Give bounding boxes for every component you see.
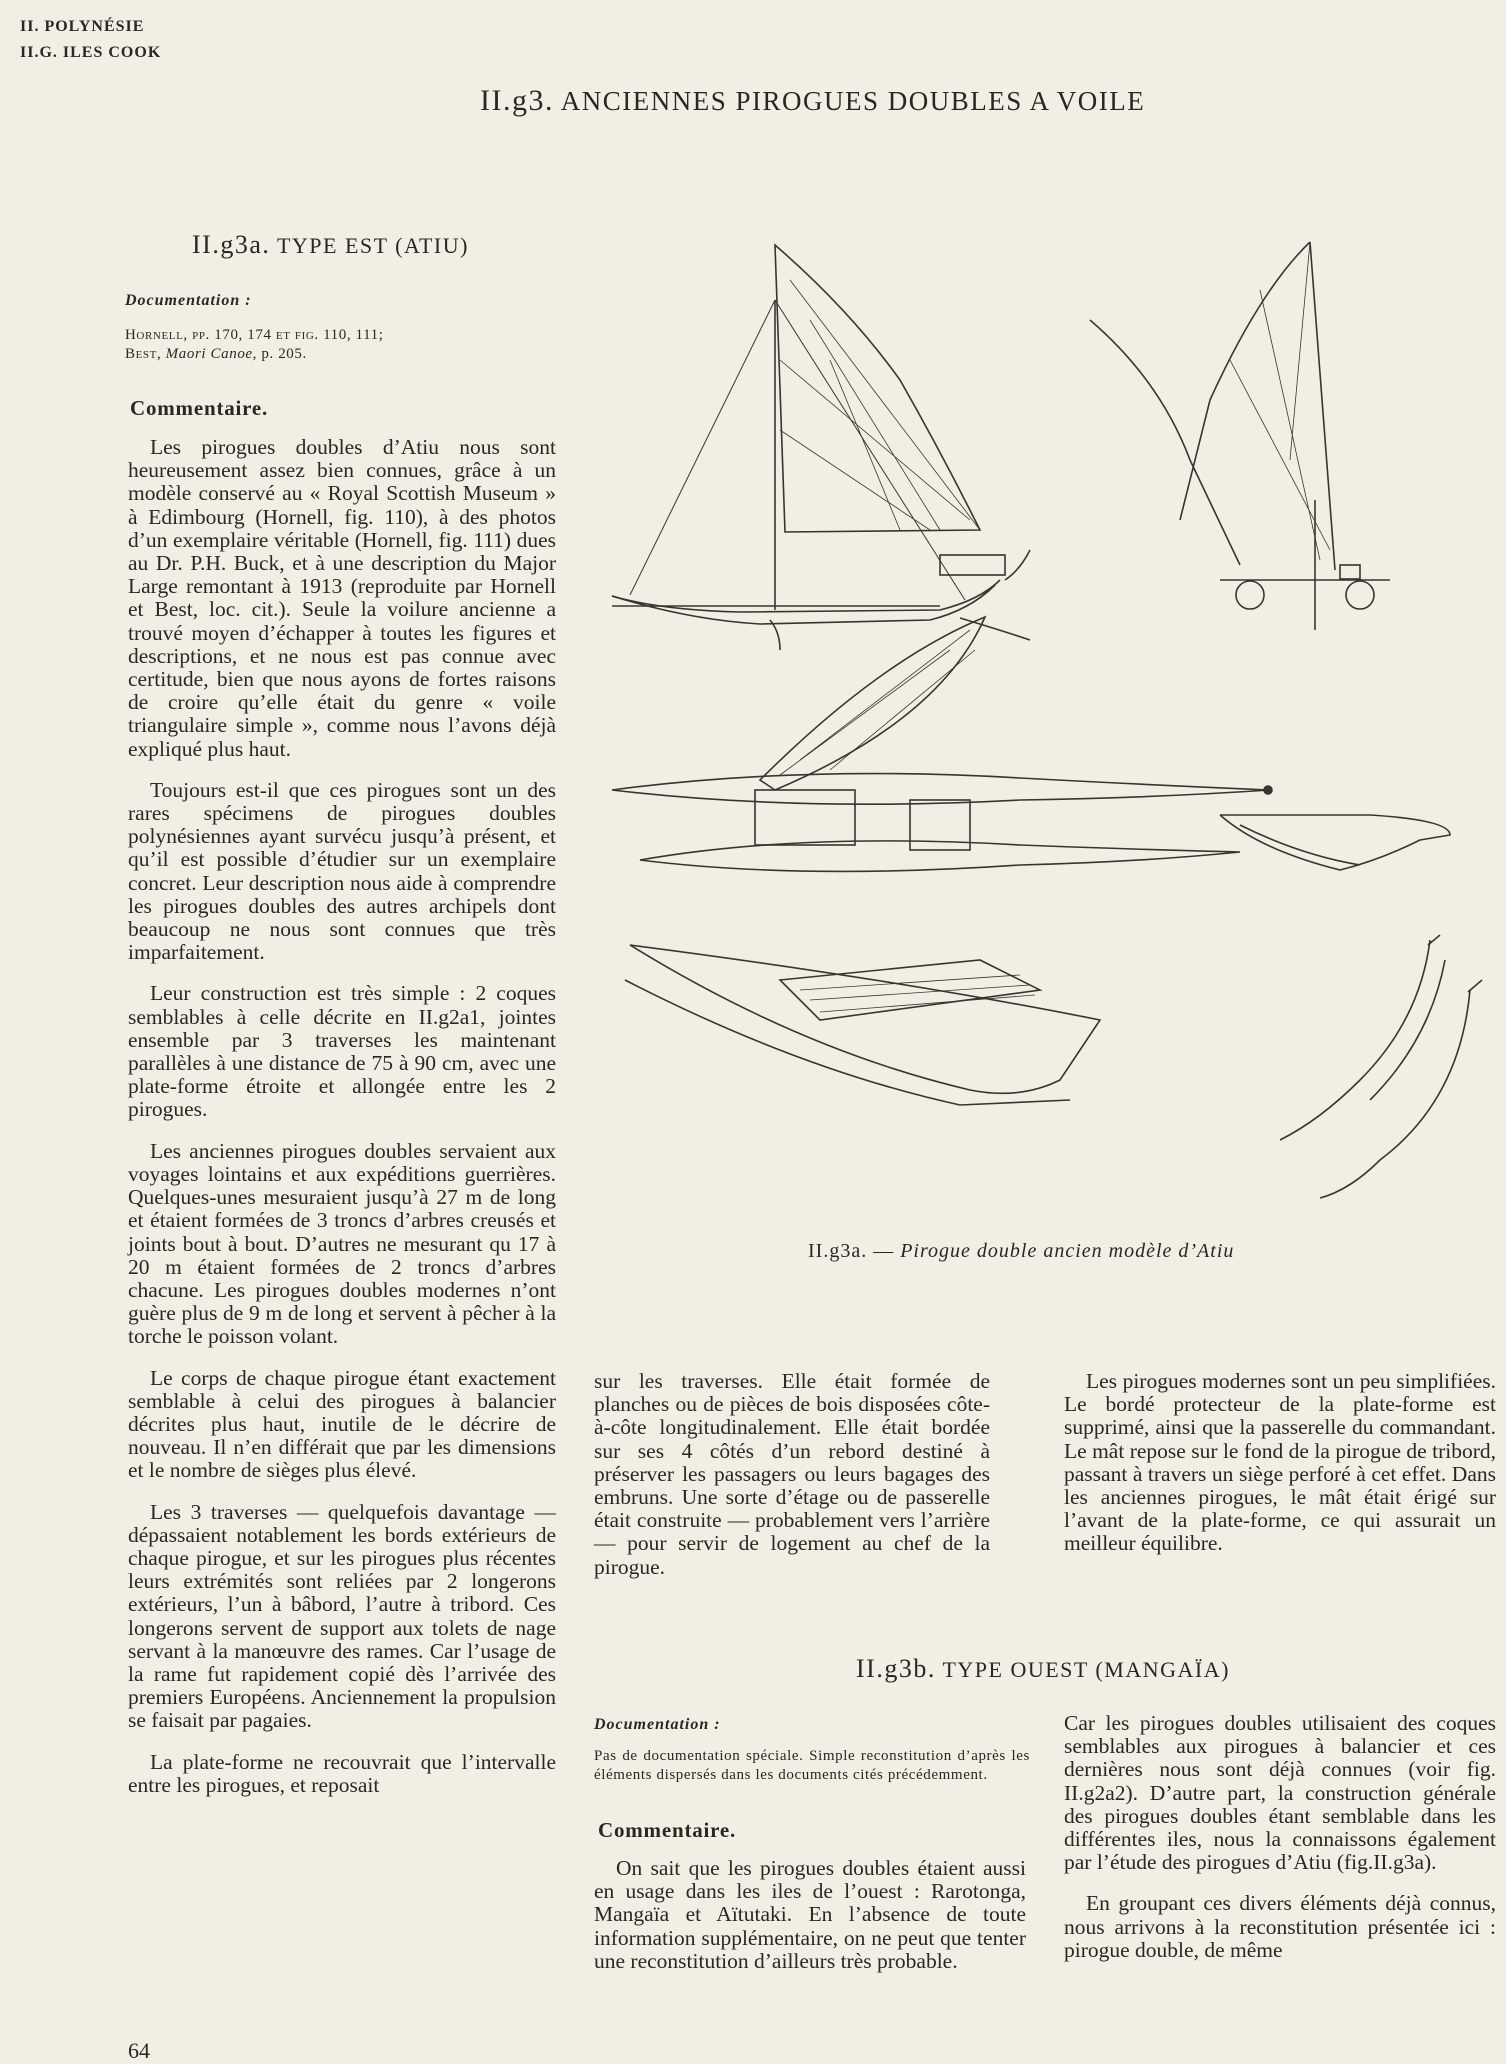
paragraph: Les 3 traverses — quelquefois davantage — dépassaient notablement les bords extérieurs de chaque pirogue, et sur les pirogues plus récentes leurs extrémités sont reliées par 2 longerons extérieurs, l’un à bâbord, l’autre à tribord. Ces longerons servent de support aux tolets de nage servant à la manœuvre des rames. Car l’usage de la rame fut rapidement copié dès l’arrivée des premiers Européens. Anciennement la propulsion se faisait par pagaies. — [128, 1499, 556, 1733]
main-title — [480, 84, 1380, 118]
paragraph: Le corps de chaque pirogue étant exactement semblable à celui des pirogues à balancier décrites plus haut, inutile de le décrire de nouveau. Il n’en différait que par les dimensions et le nombre de sièges plus élevé. — [128, 1365, 556, 1483]
section-b-title: TYPE OUEST (MANGAÏA) — [942, 1657, 1230, 1682]
doc-label-a: Documentation : — [125, 292, 252, 309]
caption-text: Pirogue double ancien modèle d’Atiu — [900, 1240, 1235, 1262]
doc-ref-author: Best, — [125, 346, 162, 362]
figure-caption — [808, 1240, 1234, 1263]
doc-text-b: Pas de documentation spéciale. Simple reconstitution d’après les éléments dispersés dans les documents cités précédemment. — [594, 1748, 1030, 1783]
canoe-side-view — [612, 245, 1030, 650]
section-b-number: II.g3b. — [856, 1654, 936, 1683]
section-a-title: TYPE EST (ATIU) — [276, 233, 469, 258]
paragraph: Car les pirogues doubles utilisaient des coques semblables aux pirogues à balancier et ces dernières nous sont déjà connues (voir fig. II.g2a2). D’autre part, la construction générale des pirogues doubles étant semblable dans les différentes iles, nous la connaissons également par l’étude des pirogues d’Atiu (fig.II.g3a). — [1064, 1711, 1496, 1875]
canoe-stern-detail — [1280, 935, 1482, 1198]
section-a-heading — [192, 230, 469, 260]
main-title-number: II.g3. — [480, 84, 554, 117]
page-number: 64 — [128, 2038, 150, 2063]
column-1-text — [128, 436, 556, 1815]
canoe-plan-view — [612, 617, 1272, 871]
doc-ref-line-2 — [125, 345, 555, 364]
section-a-number: II.g3a. — [192, 230, 271, 259]
paragraph: Toujours est-il que ces pirogues sont un des rares spécimens de pirogues doubles polynésiennes ayant survécu jusqu’à présent, et qu’il est possible d’étudier sur un exemplaire concret. Leur description nous aide à comprendre les pirogues doubles des autres archipels dont beaucoup ne nous sont connues que très imparfaitement. — [128, 777, 556, 965]
doc-label-b: Documentation : — [594, 1716, 721, 1733]
paragraph: En groupant ces divers éléments déjà connus, nous arrivons à la reconstitution présentée ici : pirogue double, de même — [1064, 1891, 1496, 1962]
paragraph: Leur construction est très simple : 2 coques semblables à celle décrite en II.g2a1, jointes ensemble par 3 traverses les maintenant parallèles à une distance de 75 à 90 cm, avec une plate-forme étroite et allongée entre les 2 pirogues. — [128, 981, 556, 1122]
paragraph: Les pirogues doubles d’Atiu nous sont heureusement assez bien connues, grâce à un modèle conservé au « Royal Scottish Museum » à Edimbourg (Hornell, fig. 110), à des photos d’un exemplaire véritable (Hornell, fig. 111) dues au Dr. P.H. Buck, et à une description du Major Large remontant à 1913 (reproduite par Hornell et Best, loc. cit.). Seule la voilure ancienne a trouvé moyen d’échapper à toutes les figures et descriptions, et ne nous est pas connue avec certitude, bien que nous ayons de fortes raisons de croire qu’elle était du genre « voile triangulaire simple », comme nous l’avons déjà expliqué plus haut. — [128, 435, 556, 761]
doc-ref-title: Maori Canoe, — [165, 346, 258, 362]
canoe-illustration — [600, 200, 1500, 1210]
paragraph: Les pirogues modernes sont un peu simplifiées. Le bordé protecteur de la plate-forme est supprimé, ainsi que la passerelle du commandant. Le mât repose sur le fond de la pirogue de tribord, passant à travers un siège perforé à cet effet. Dans les anciennes pirogues, le mât était érigé sur l’avant de la plate-forme, ce qui assurait un meilleur équilibre. — [1064, 1369, 1496, 1556]
main-title-text: ANCIENNES PIROGUES DOUBLES A VOILE — [560, 86, 1146, 116]
column-2-text — [594, 1370, 990, 1597]
running-head-2: II.G. ILES COOK — [20, 44, 162, 61]
comment-label-a: Commentaire. — [130, 396, 269, 420]
canoe-bow-detail — [1220, 815, 1450, 870]
canoe-front-view — [1090, 242, 1390, 630]
doc-ref-line-1: Hornell, pp. 170, 174 et fig. 110, 111; — [125, 327, 384, 343]
paragraph: sur les traverses. Elle était formée de planches ou de pièces de bois disposées côte-à-côte longitudinalement. Elle était bordée sur ses 4 côtés d’un rebord destiné à préserver les passagers ou leurs bagages des embruns. Une sorte d’étage ou de passerelle était construite — probablement vers l’arrière — pour servir de logement au chef de la pirogue. — [594, 1369, 990, 1579]
doc-ref-page: p. 205. — [261, 346, 307, 362]
section-b-heading — [856, 1654, 1230, 1684]
running-head-1: II. POLYNÉSIE — [20, 18, 145, 35]
column-3-text — [1064, 1370, 1496, 1574]
canoe-perspective-view — [625, 945, 1100, 1105]
paragraph: On sait que les pirogues doubles étaient aussi en usage dans les iles de l’ouest : Rarotonga, Mangaïa et Aïtutaki. En l’absence de toute information supplémentaire, on ne peut que tenter une reconstitution d’ailleurs très probable. — [594, 1856, 1026, 1973]
paragraph: Les anciennes pirogues doubles servaient aux voyages lointains et aux expéditions guerrières. Quelques-unes mesuraient jusqu’à 27 m de long et étaient formées de 3 troncs d’arbres creusés et joints bout à bout. D’autres ne mesurant qu 17 à 20 m étaient formées de 2 troncs d’arbres chacune. Les pirogues doubles modernes n’ont guère plus de 9 m de long et servent à pêcher à la torche le poisson volant. — [128, 1138, 556, 1349]
doc-refs-a — [125, 326, 555, 364]
column-2-text-b — [594, 1857, 1026, 1991]
column-3-text-b — [1064, 1712, 1496, 1980]
paragraph: La plate-forme ne recouvrait que l’intervalle entre les pirogues, et reposait — [128, 1749, 556, 1797]
comment-label-b: Commentaire. — [598, 1818, 737, 1842]
caption-number: II.g3a. — — [808, 1240, 895, 1262]
